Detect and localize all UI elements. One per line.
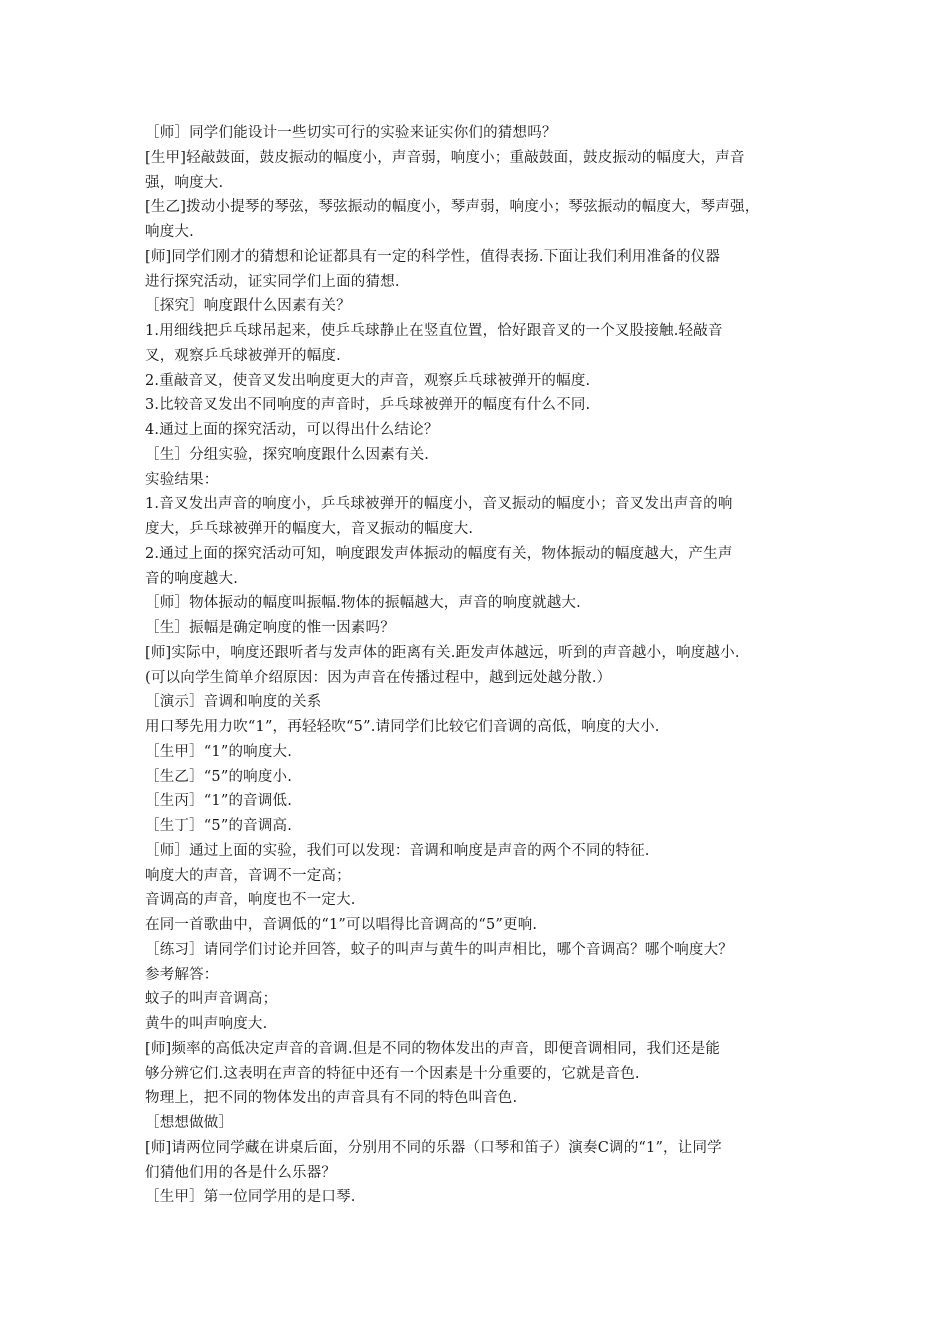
text-line: ［演示］音调和响度的关系 xyxy=(145,694,322,711)
text-line: [师]同学们刚才的猜想和论证都具有一定的科学性，值得表扬.下面让我们利用准备的仪器 xyxy=(145,248,721,265)
text-line: 们猜他们用的各是什么乐器？ xyxy=(145,1164,337,1181)
text-line: [师]频率的高低决定声音的音调.但是不同的物体发出的声音，即便音调相同，我们还是能 xyxy=(145,1040,721,1057)
text-line: 够分辨它们.这表明在声音的特征中还有一个因素是十分重要的，它就是音色. xyxy=(145,1065,640,1082)
text-line: ［练习］请同学们讨论并回答，蚊子的叫声与黄牛的叫声相比，哪个音调高？哪个响度大？ xyxy=(145,941,733,958)
text-line: 音调高的声音，响度也不一定大. xyxy=(145,892,356,909)
text-line: 参考解答： xyxy=(145,966,219,983)
text-line: ［生丁］“5”的音调高. xyxy=(145,818,293,834)
text-line: 响度大. xyxy=(145,224,194,240)
text-line: (可以向学生简单介绍原因：因为声音在传播过程中，越到远处越分散.） xyxy=(145,669,612,686)
text-line: 2.重敲音叉，使音叉发出响度更大的声音，观察乒乓球被弹开的幅度. xyxy=(145,372,591,389)
text-line: 音的响度越大. xyxy=(145,570,239,587)
text-line: 度大，乒乓球被弹开的幅度大，音叉振动的幅度大. xyxy=(145,521,474,537)
text-line: ［师］同学们能设计一些切实可行的实验来证实你们的猜想吗？ xyxy=(145,125,557,141)
text-line: ［生］振幅是确定响度的惟一因素吗？ xyxy=(145,620,395,636)
text-line: 强，响度大. xyxy=(145,174,224,191)
text-line: ［生甲］第一位同学用的是口琴. xyxy=(145,1189,356,1206)
text-line: ［探究］响度跟什么因素有关？ xyxy=(145,298,351,315)
text-line: ［生甲］“1”的响度大. xyxy=(145,743,293,760)
text-line: [师]实际中，响度还跟听者与发声体的距离有关.距发声体越远，听到的声音越小，响度越小. xyxy=(145,644,740,661)
text-line: 叉，观察乒乓球被弹开的幅度. xyxy=(145,347,341,364)
text-line: 在同一首歌曲中，音调低的“1”可以唱得比音调高的“5”更响. xyxy=(145,917,538,933)
text-line: [师]请两位同学藏在讲桌后面，分别用不同的乐器（口琴和笛子）演奏C调的“1”，让同学 xyxy=(145,1139,722,1156)
text-line: 蚊子的叫声音调高； xyxy=(145,991,278,1008)
text-line: ［师］通过上面的实验，我们可以发现：音调和响度是声音的两个不同的特征. xyxy=(145,842,650,859)
text-line: ［师］物体振动的幅度叫振幅.物体的振幅越大，声音的响度就越大. xyxy=(145,595,581,612)
text-line: 4.通过上面的探究活动，可以得出什么结论？ xyxy=(145,422,439,438)
text-line: 实验结果： xyxy=(145,471,219,488)
text-line: ［生乙］“5”的响度小. xyxy=(145,768,293,785)
text-line: 进行探究活动，证实同学们上面的猜想. xyxy=(145,273,400,290)
text-line: 3.比较音叉发出不同响度的声音时，乒乓球被弹开的幅度有什么不同. xyxy=(145,397,591,414)
text-line: ［生丙］“1”的音调低. xyxy=(145,793,293,810)
text-line: ［生］分组实验，探究响度跟什么因素有关. xyxy=(145,446,430,463)
text-line: 用口琴先用力吹“1”，再轻轻吹“5”.请同学们比较它们音调的高低，响度的大小. xyxy=(145,719,660,735)
text-line: 黄牛的叫声响度大. xyxy=(145,1016,268,1032)
text-line: [生甲]轻敲鼓面，鼓皮振动的幅度小，声音弱，响度小；重敲鼓面，鼓皮振动的幅度大，声音 xyxy=(145,149,745,166)
document-body xyxy=(145,121,815,1210)
text-line: ［想想做做］ xyxy=(145,1115,234,1131)
text-line: 1.用细线把乒乓球吊起来，使乒乓球静止在竖直位置，恰好跟音叉的一个叉股接触.轻敲音 xyxy=(145,323,723,339)
text-line: [生乙]拨动小提琴的琴弦，琴弦振动的幅度小，琴声弱，响度小；琴弦振动的幅度大，琴声强， xyxy=(145,199,760,216)
text-line: 2.通过上面的探究活动可知，响度跟发声体振动的幅度有关，物体振动的幅度越大，产生声 xyxy=(145,545,733,562)
text-line: 响度大的声音，音调不一定高； xyxy=(145,867,351,884)
text-line: 1.音叉发出声音的响度小，乒乓球被弹开的幅度小，音叉振动的幅度小；音叉发出声音的响 xyxy=(145,496,733,513)
text-line: 物理上，把不同的物体发出的声音具有不同的特色叫音色. xyxy=(145,1090,518,1107)
